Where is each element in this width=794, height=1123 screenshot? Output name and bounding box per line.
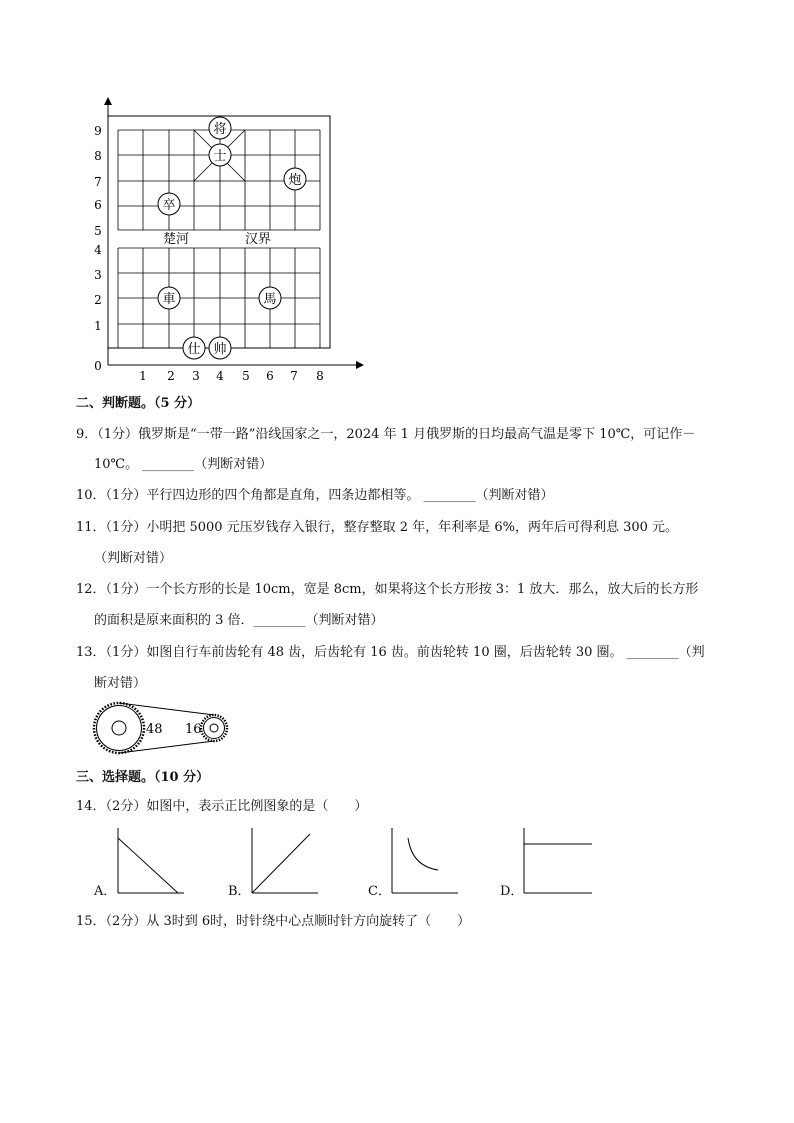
- option-a-label[interactable]: A．: [94, 884, 117, 899]
- q13-line1: 13．（1分）如图自行车前齿轮有 48 齿，后齿轮有 16 齿。前齿轮转 10 圈，后齿轮转 30 圈。 ________（判: [76, 645, 705, 660]
- option-a-graph[interactable]: [116, 826, 186, 896]
- lower-grid: [118, 248, 320, 348]
- piece-ju-label: 車: [162, 292, 176, 307]
- q11-line1: 11．（1分）小明把 5000 元压岁钱存入银行，整存整取 2 年，年利率是 6%，两年后可得利息 300 元。: [76, 520, 679, 535]
- piece-shi-top-label: 士: [213, 149, 227, 164]
- section-3-title: 三、选择题。（10 分）: [76, 770, 210, 785]
- piece-shi-bottom-label: 仕: [187, 342, 201, 357]
- y-tick-3: 3: [94, 268, 102, 282]
- x-tick-4: 4: [216, 369, 224, 383]
- q9-line2: 10℃。 ________（判断对错）: [94, 457, 273, 472]
- q14-line1: 14．（2分）如图中，表示正比例图象的是（ ）: [76, 799, 368, 814]
- option-c-graph[interactable]: [390, 826, 460, 896]
- q13-line2: 断对错）: [94, 676, 147, 691]
- y-tick-9: 9: [94, 124, 102, 138]
- bicycle-gear-figure: [90, 700, 235, 758]
- x-axis-arrow: [356, 361, 364, 369]
- x-tick-5: 5: [242, 369, 250, 383]
- option-b-label[interactable]: B．: [228, 884, 251, 899]
- option-d-label[interactable]: D．: [500, 884, 524, 899]
- x-tick-1: 1: [139, 369, 147, 383]
- q15-line1: 15．（2分）从 3时到 6时，时针绕中心点顺时针方向旋转了（ ）: [76, 914, 471, 929]
- y-axis-arrow: [104, 97, 112, 105]
- x-tick-8: 8: [316, 369, 324, 383]
- option-d-graph[interactable]: [522, 826, 594, 896]
- q9-line1: 9．（1分）俄罗斯是“一带一路”沿线国家之一，2024 年 1 月俄罗斯的日均最高气温是零下 10℃，可记作－: [76, 427, 696, 442]
- y-tick-1: 1: [94, 319, 102, 333]
- piece-shuai-label: 帅: [213, 342, 227, 357]
- q10-line1: 10．（1分）平行四边形的四个角都是直角，四条边都相等。 ________（判断对错）: [76, 488, 554, 503]
- rear-gear-hub: [210, 724, 218, 732]
- section-2-title: 二、判断题。（5 分）: [76, 396, 201, 411]
- x-tick-7: 7: [290, 369, 298, 383]
- river-left-label: 楚河: [163, 232, 190, 247]
- x-tick-3: 3: [192, 369, 200, 383]
- river-right-label: 汉界: [245, 232, 272, 247]
- y-tick-4: 4: [94, 243, 102, 257]
- piece-pao-label: 炮: [288, 173, 302, 188]
- piece-ma-label: 馬: [263, 292, 277, 307]
- front-gear-hub: [112, 721, 126, 735]
- piece-zu-label: 卒: [162, 198, 176, 213]
- y-tick-7: 7: [94, 175, 102, 189]
- q12-line2: 的面积是原来面积的 3 倍．________（判断对错）: [94, 613, 384, 628]
- front-gear-label: 48: [146, 722, 163, 737]
- chess-board-figure: [80, 95, 370, 390]
- y-tick-6: 6: [94, 198, 102, 212]
- y-tick-2: 2: [94, 293, 102, 307]
- x-tick-2: 2: [167, 369, 175, 383]
- rear-gear-label: 16: [185, 722, 202, 737]
- y-tick-0: 0: [94, 359, 102, 373]
- y-tick-8: 8: [94, 149, 102, 163]
- piece-jiang-label: 将: [213, 122, 227, 137]
- y-tick-5: 5: [94, 224, 102, 238]
- q12-line1: 12．（1分）一个长方形的长是 10cm，宽是 8cm，如果将这个长方形按 3：1 放大．那么，放大后的长方形: [76, 582, 699, 597]
- q11-line2: （判断对错）: [94, 551, 173, 566]
- option-c-label[interactable]: C．: [368, 884, 391, 899]
- option-b-graph[interactable]: [250, 826, 320, 896]
- x-tick-6: 6: [266, 369, 274, 383]
